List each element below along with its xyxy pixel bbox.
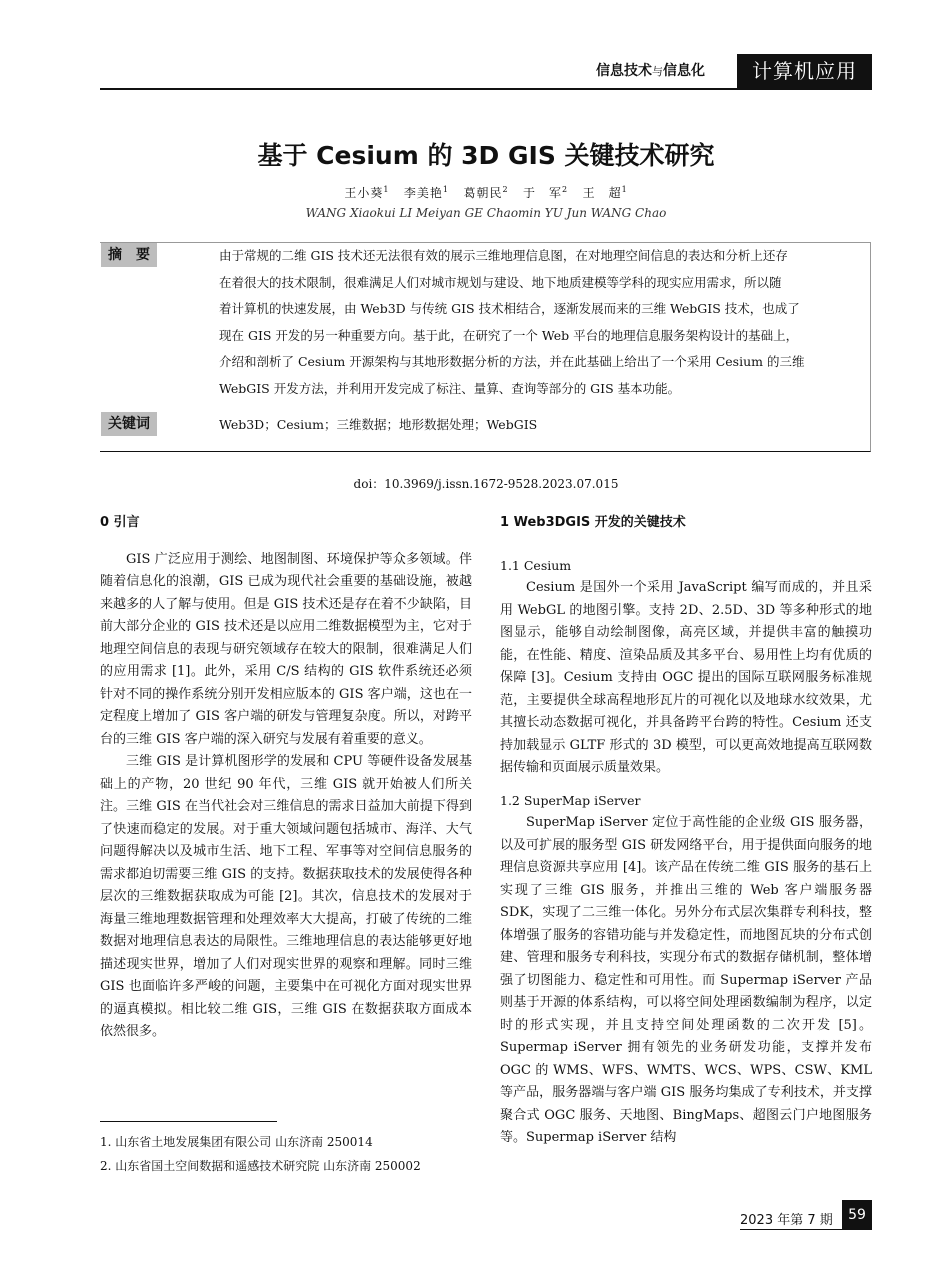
section-heading-1: 1 Web3DGIS 开发的关键技术: [500, 515, 686, 530]
article-title: 基于 Cesium 的 3D GIS 关键技术研究: [257, 141, 715, 170]
footnote-1: 1. 山东省土地发展集团有限公司 山东济南 250014: [100, 1135, 373, 1149]
keywords-label: 关键词: [101, 412, 157, 436]
paragraph: GIS 广泛应用于测绘、地图制图、环境保护等众多领域。伴随着信息化的浪潮，GIS 已成为现代社会重要的基础设施，被越来越多的人了解与使用。但是 GIS 技术还是存在着不少缺陷，目前大部分企业的 GIS 技术还是以应用二维数据模型为主，它对于地理空间信息的表现与研究领域存在较大的限制，很难满足人们的应用需求 [1]。此外，采用 C/S 结构的 GIS 软件系统还必须针对不同的操作系统分别开发相应版本的 GIS 客户端，这也在一定程度上增加了 GIS 客户端的研发与管理复杂度。所以，对跨平台的三维 GIS 客户端的深入研究与发展有着重要的意义。: [100, 551, 472, 747]
section-heading-intro: 0 引言: [100, 515, 140, 530]
abstract-label: 摘 要: [101, 243, 157, 267]
subsection-heading-1-1: 1.1 Cesium: [500, 557, 572, 573]
doi: doi：10.3969/j.issn.1672-9528.2023.07.015: [353, 477, 619, 491]
header-rule: [100, 88, 872, 90]
left-column: [100, 512, 472, 1044]
paragraph: SuperMap iServer 定位于高性能的企业级 GIS 服务器，以及可扩展的服务型 GIS 研发网络平台，用于提供面向服务的地理信息资源共享应用 [4]。该产品在传统二维 GIS 服务的基石上实现了三维 GIS 服务，并推出三维的 Web 客户端服务器 SDK，实现了二三维一体化。另外分布式层次集群专利科技，整体增强了服务的容错功能与并发稳定性，而地图瓦块的分布式创建、管理和服务专利科技，实现分布式的数据存储机制，整体增强了切图能力、稳定性和可用性。而 Supermap iServer 产品则基于开源的体系结构，可以将空间处理函数编制为程序，以定时的形式实现，并且支持空间处理函数的二次开发 [5]。Supermap iServer 拥有领先的业务研发功能，支撑并发布 OGC 的 WMS、WFS、WMTS、WCS、WPS、CSW、KML 等产品，服务器端与客户端 GIS 服务均集成了专利技术，并支撑聚合式 OGC 服务、天地图、BingMaps、超图云门户地图服务等。Supermap iServer 结构: [500, 815, 872, 1145]
right-column: [500, 512, 872, 1150]
issue-label: 2023 年第 7 期: [740, 1213, 833, 1228]
keywords-text: Web3D；Cesium；三维数据；地形数据处理；WebGIS: [219, 417, 538, 432]
abstract-line: WebGIS 开发方法，并利用开发完成了标注、量算、查询等部分的 GIS 基本功能。: [219, 380, 681, 396]
footer-rule: [740, 1229, 872, 1230]
abstract-line: 现在 GIS 开发的另一种重要方向。基于此，在研究了一个 Web 平台的地理信息服务架构设计的基础上，: [219, 327, 799, 343]
abstract-line: 由于常规的二维 GIS 技术还无法很有效的展示三维地理信息图，在对地理空间信息的表达和分析上还存: [219, 248, 788, 263]
paragraph: 三维 GIS 是计算机图形学的发展和 CPU 等硬件设备发展基础上的产物，20 世纪 90 年代，三维 GIS 就开始被人们所关注。三维 GIS 在当代社会对三维信息的需求日益加大前提下得到了快速而稳定的发展。对于重大领域问题包括城市、海洋、大气问题得解决以及城市生活、地下工程、军事等对空间信息服务的需求都迫切需要三维 GIS 的支持。数据获取技术的发展使得各种层次的三维数据获取成为可能 [2]。其次，信息技术的发展对于海量三维地理数据管理和处理效率大大提高，打破了传统的二维数据对地理信息表达的局限性。三维地理信息的表达能够更好地描述现实世界，增加了人们对现实世界的观察和理解。同时三维 GIS 也面临许多严峻的问题，主要集中在可视化方面对现实世界的逼真模拟。相比较二维 GIS，三维 GIS 在数据获取方面成本依然很多。: [100, 754, 472, 1039]
journal-column-tag: 计算机应用: [737, 54, 872, 88]
paragraph: Cesium 是国外一个采用 JavaScript 编写而成的，并且采用 WebGL 的地图引擎。支持 2D、2.5D、3D 等多种形式的地图显示，能够自动绘制图像，高亮区域，并提供丰富的触摸功能，在性能、精度、渲染品质及其多平台、易用性上均有优质的保障 [3]。Cesium 支持由 OGC 提出的国际互联网服务标准规范，主要提供全球高程地形瓦片的可视化以及地球水纹效果，尤其擅长动态数据可视化，并具备跨平台跨的特性。Cesium 还支持加载显示 GLTF 形式的 3D 模型，可以更高效地提高互联网数据传输和页面展示质量效果。: [500, 580, 872, 775]
page-number: 59: [842, 1200, 872, 1230]
subsection-heading-1-2: 1.2 SuperMap iServer: [500, 792, 641, 808]
abstract-line: 介绍和剖析了 Cesium 开源架构与其地形数据分析的方法，并在此基础上给出了一个采用 Cesium 的三维: [219, 354, 805, 369]
footnote-2: 2. 山东省国土空间数据和遥感技术研究院 山东济南 250002: [100, 1159, 421, 1173]
footnote-rule: [100, 1121, 277, 1122]
abstract-line: 着计算机的快速发展，由 Web3D 与传统 GIS 技术相结合，逐渐发展而来的三维 WebGIS 技术，也成了: [219, 301, 800, 316]
author-list-english: WANG Xiaokui LI Meiyan GE Chaomin YU Jun WANG Chao: [305, 206, 667, 220]
abstract-line: 在着很大的技术限制，很难满足人们对城市规划与建设、地下地质建模等学科的现实应用需求，所以随: [219, 274, 782, 290]
journal-category: 信息技术与信息化: [596, 63, 705, 79]
author-list: 王小葵$^1$ 李美艳$^1$ 葛朝民$^2$ 于 军$^2$ 王 超$^1$: [344, 185, 628, 200]
abstract-text: [219, 243, 859, 402]
